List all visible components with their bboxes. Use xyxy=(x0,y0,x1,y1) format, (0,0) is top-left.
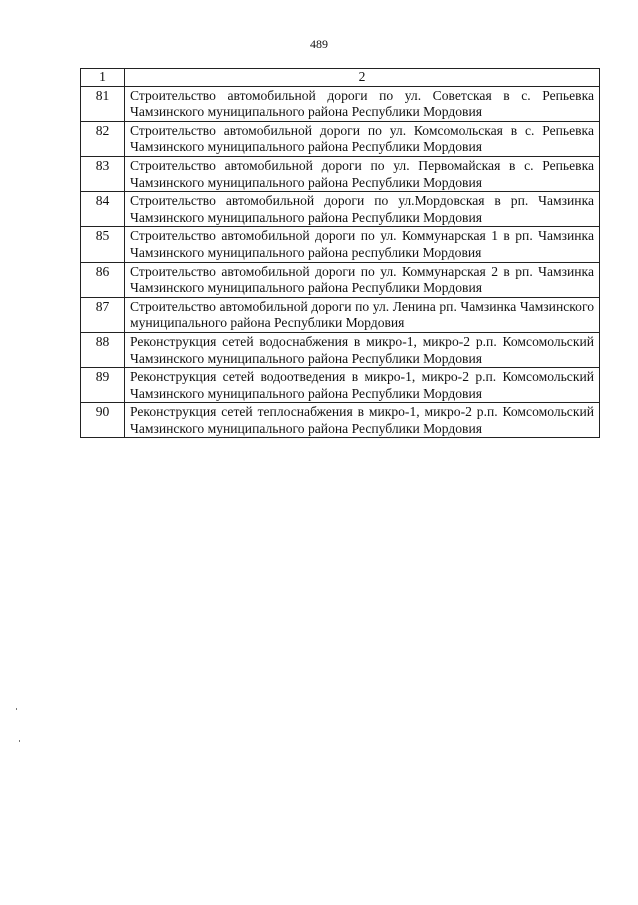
table-row xyxy=(81,262,600,297)
row-description: Строительство автомобильной дороги по ул. Коммунарская 2 в рп. Чамзинка Чамзинского муниципального района Республики Мордовия xyxy=(125,262,600,297)
row-number: 88 xyxy=(81,332,125,367)
table-header-row xyxy=(81,69,600,87)
table-row xyxy=(81,227,600,262)
row-description: Строительство автомобильной дороги по ул. Советская в с. Репьевка Чамзинского муниципального района Республики Мордовия xyxy=(125,86,600,121)
table-row xyxy=(81,332,600,367)
table-row xyxy=(81,86,600,121)
row-description: Реконструкция сетей водоотведения в микро-1, микро-2 р.п. Комсомольский Чамзинского муниципального района Республики Мордовия xyxy=(125,368,600,403)
row-number: 82 xyxy=(81,121,125,156)
table-row xyxy=(81,297,600,332)
table-row xyxy=(81,192,600,227)
row-description: Реконструкция сетей водоснабжения в микро-1, микро-2 р.п. Комсомольский Чамзинского муниципального района Республики Мордовия xyxy=(125,332,600,367)
table-row xyxy=(81,156,600,191)
row-number: 83 xyxy=(81,156,125,191)
row-number: 87 xyxy=(81,297,125,332)
row-description: Строительство автомобильной дороги по ул. Ленина рп. Чамзинка Чамзинского муниципального района Республики Мордовия xyxy=(125,297,600,332)
projects-table xyxy=(80,68,600,438)
table-row xyxy=(81,121,600,156)
row-number: 84 xyxy=(81,192,125,227)
table-row xyxy=(81,403,600,438)
table-row xyxy=(81,368,600,403)
row-description: Строительство автомобильной дороги по ул. Первомайская в с. Репьевка Чамзинского муниципального района Республики Мордовия xyxy=(125,156,600,191)
scan-speck xyxy=(16,708,17,710)
row-description: Строительство автомобильной дороги по ул.Мордовская в рп. Чамзинка Чамзинского муниципального района Республики Мордовия xyxy=(125,192,600,227)
scan-speck xyxy=(19,740,20,742)
row-number: 85 xyxy=(81,227,125,262)
row-number: 90 xyxy=(81,403,125,438)
row-description: Строительство автомобильной дороги по ул. Коммунарская 1 в рп. Чамзинка Чамзинского муниципального района республики Мордовия xyxy=(125,227,600,262)
row-number: 89 xyxy=(81,368,125,403)
row-description: Строительство автомобильной дороги по ул. Комсомольская в с. Репьевка Чамзинского муниципального района Республики Мордовия xyxy=(125,121,600,156)
column-header-name: 2 xyxy=(125,69,600,87)
row-number: 81 xyxy=(81,86,125,121)
row-number: 86 xyxy=(81,262,125,297)
page-number: 489 xyxy=(310,37,328,51)
column-header-number: 1 xyxy=(81,69,125,87)
row-description: Реконструкция сетей теплоснабжения в микро-1, микро-2 р.п. Комсомольский Чамзинского муниципального района Республики Мордовия xyxy=(125,403,600,438)
